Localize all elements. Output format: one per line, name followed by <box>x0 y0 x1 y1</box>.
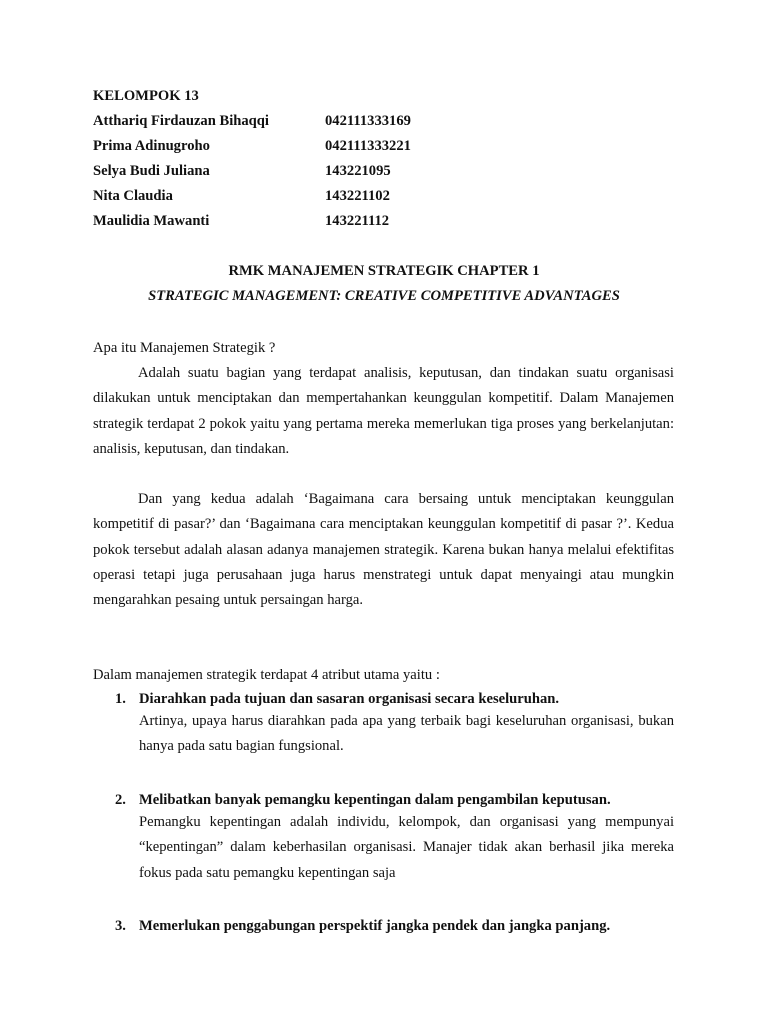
member-name: Selya Budi Juliana <box>93 163 210 179</box>
list-intro: Dalam manajemen strategik terdapat 4 atribut utama yaitu : <box>93 667 440 683</box>
list-item-number: 3. <box>115 918 126 934</box>
list-item-text: Pemangku kepentingan adalah individu, kelompok, dan organisasi yang mempunyai “kepentingan” dalam keberhasilan organisasi. Manajer tidak akan berhasil jika mereka fokus pada satu pemangku kepentingan saja <box>139 814 674 881</box>
question-heading: Apa itu Manajemen Strategik ? <box>93 340 276 356</box>
member-row <box>93 113 513 133</box>
paragraph-definition: Adalah suatu bagian yang terdapat analisis, keputusan, dan tindakan suatu organisasi dilakukan untuk menciptakan dan mempertahankan keunggulan kompetitif. Dalam Manajemen strategik terdapat 2 pokok yaitu yang pertama mereka memerlukan tiga proses yang berkelanjutan: analisis, keputusan, dan tindakan. <box>93 365 674 457</box>
list-item-heading: Memerlukan penggabungan perspektif jangka pendek dan jangka panjang. <box>139 918 611 934</box>
member-id: 143221102 <box>325 188 390 204</box>
member-row <box>93 213 513 233</box>
member-id: 143221112 <box>325 213 390 229</box>
list-item-text: Artinya, upaya harus diarahkan pada apa yang terbaik bagi keseluruhan organisasi, bukan hanya pada satu bagian fungsional. <box>139 713 674 755</box>
list-item-heading: Melibatkan banyak pemangku kepentingan dalam pengambilan keputusan. <box>139 792 611 808</box>
list-item-number: 1. <box>115 691 126 707</box>
member-name: Nita Claudia <box>93 188 173 204</box>
member-row <box>93 188 513 208</box>
member-name: Atthariq Firdauzan Bihaqqi <box>93 113 269 129</box>
member-id: 042111333169 <box>325 113 411 129</box>
member-name: Maulidia Mawanti <box>93 213 210 229</box>
member-row <box>93 163 513 183</box>
group-heading: KELOMPOK 13 <box>93 88 199 104</box>
member-id: 042111333221 <box>325 138 411 154</box>
member-row <box>93 138 513 158</box>
list-item-number: 2. <box>115 792 126 808</box>
document-subtitle: STRATEGIC MANAGEMENT: CREATIVE COMPETITIVE ADVANTAGES <box>148 288 620 304</box>
member-name: Prima Adinugroho <box>93 138 210 154</box>
list-item-heading: Diarahkan pada tujuan dan sasaran organisasi secara keseluruhan. <box>139 691 560 707</box>
document-title: RMK MANAJEMEN STRATEGIK CHAPTER 1 <box>228 263 540 279</box>
paragraph-second-point: Dan yang kedua adalah ‘Bagaimana cara bersaing untuk menciptakan keunggulan kompetitif di pasar?’ dan ‘Bagaimana cara menciptakan keunggulan kompetitif di pasar ?’. Kedua pokok tersebut adalah alasan adanya manajemen strategik. Karena bukan hanya melalui efektifitas operasi tetapi juga perusahaan juga harus menstrategi untuk dapat menyaingi atau mungkin mengarahkan pesaing untuk persaingan harga. <box>93 491 674 609</box>
member-id: 143221095 <box>325 163 391 179</box>
